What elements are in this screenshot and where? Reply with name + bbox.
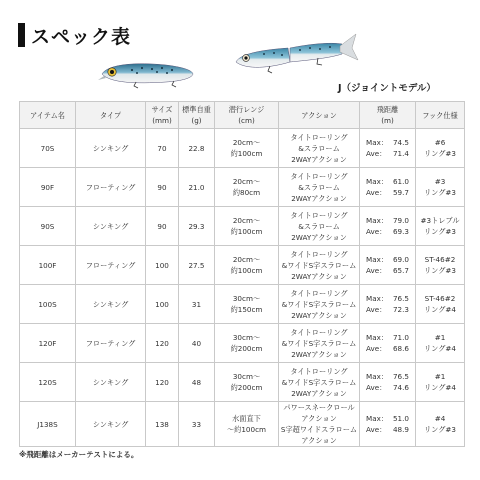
action-line: タイトローリング	[290, 132, 348, 142]
action-line: &ワイドS字スラローム	[281, 377, 357, 387]
distance-line: Max： 76.5	[366, 294, 409, 303]
distance-line: Ave： 68.6	[366, 344, 409, 353]
header-hook: フック仕様	[416, 102, 465, 129]
action-line: 2WAYアクション	[291, 232, 347, 242]
table-row	[20, 207, 465, 246]
type-cell: フローティング	[76, 168, 146, 207]
hook-line: #4	[434, 414, 446, 423]
hook-line: リング#3	[423, 266, 456, 275]
distance-cell	[360, 402, 416, 447]
distance-line: Ave： 69.3	[366, 227, 409, 236]
weight-cell: 40	[179, 324, 215, 363]
hook-line: ST-46#2	[424, 294, 456, 303]
range-line: 約200cm	[230, 383, 263, 392]
action-line: 2WAYアクション	[291, 154, 347, 164]
table-row	[20, 363, 465, 402]
header-type: タイプ	[76, 102, 146, 129]
range-cell	[215, 246, 279, 285]
hook-line: ST-46#2	[424, 255, 456, 264]
hook-line: リング#3	[423, 425, 456, 434]
action-line: &ワイドS字スラローム	[281, 338, 357, 348]
distance-line: Ave： 65.7	[366, 266, 409, 275]
header-action: アクション	[279, 102, 360, 129]
type-cell: シンキング	[76, 285, 146, 324]
distance-line: Ave： 74.6	[366, 383, 409, 392]
range-cell	[215, 363, 279, 402]
action-line: タイトローリング	[290, 366, 348, 376]
type-cell: シンキング	[76, 363, 146, 402]
range-cell	[215, 129, 279, 168]
title-accent-bar	[18, 23, 25, 47]
action-cell	[279, 324, 360, 363]
action-cell	[279, 129, 360, 168]
range-cell	[215, 168, 279, 207]
footnote: ※飛距離はメーカーテストによる。	[19, 450, 139, 459]
header-distance: 飛距離 (m)	[360, 102, 416, 129]
type-cell: シンキング	[76, 207, 146, 246]
size-cell: 120	[146, 324, 179, 363]
hook-cell	[416, 129, 465, 168]
range-cell	[215, 402, 279, 447]
header-size: サイズ (mm)	[146, 102, 179, 129]
size-cell: 138	[146, 402, 179, 447]
action-line: &スラローム	[298, 143, 340, 153]
table-row	[20, 129, 465, 168]
item-cell: J138S	[20, 402, 76, 447]
range-cell	[215, 207, 279, 246]
action-line: 2WAYアクション	[291, 271, 347, 281]
hook-line: リング#4	[423, 305, 456, 314]
action-line: タイトローリング	[290, 171, 348, 181]
size-cell: 100	[146, 285, 179, 324]
distance-line: Ave： 48.9	[366, 425, 409, 434]
title-block	[18, 22, 131, 48]
range-line: 20cm〜	[232, 216, 261, 225]
range-line: 約100cm	[230, 266, 263, 275]
action-line: &ワイドS字スラローム	[281, 260, 357, 270]
table-row	[20, 285, 465, 324]
size-cell: 120	[146, 363, 179, 402]
action-line: パワースネークロール	[283, 403, 355, 412]
hook-line: リング#3	[423, 149, 456, 158]
item-cell: 90S	[20, 207, 76, 246]
range-line: 約100cm	[230, 227, 263, 236]
hook-cell	[416, 207, 465, 246]
range-line: 30cm〜	[232, 294, 261, 303]
action-line: &スラローム	[298, 221, 340, 231]
range-line: 30cm〜	[232, 333, 261, 342]
distance-cell	[360, 129, 416, 168]
type-cell: フローティング	[76, 324, 146, 363]
distance-line: Ave： 72.3	[366, 305, 409, 314]
hook-line: リング#4	[423, 344, 456, 353]
distance-line: Max： 76.5	[366, 372, 409, 381]
range-line: 約150cm	[230, 305, 263, 314]
table-header-row	[20, 102, 465, 129]
joint-model-label: J（ジョイントモデル）	[338, 83, 436, 94]
weight-cell: 48	[179, 363, 215, 402]
weight-cell: 31	[179, 285, 215, 324]
table-row	[20, 168, 465, 207]
minnow-lure-image	[96, 58, 196, 92]
distance-line: Ave： 71.4	[366, 149, 409, 158]
size-cell: 90	[146, 168, 179, 207]
action-cell	[279, 402, 360, 447]
distance-cell	[360, 246, 416, 285]
action-cell	[279, 168, 360, 207]
weight-cell: 27.5	[179, 246, 215, 285]
action-line: タイトローリング	[290, 288, 348, 298]
weight-cell: 29.3	[179, 207, 215, 246]
hook-line: リング#4	[423, 383, 456, 392]
range-line: 20cm〜	[232, 177, 261, 186]
weight-cell: 33	[179, 402, 215, 447]
type-cell: シンキング	[76, 402, 146, 447]
item-cell: 100F	[20, 246, 76, 285]
action-line: S字超ワイドスラローム	[280, 425, 358, 434]
action-line: アクション	[301, 436, 337, 445]
action-line: &ワイドS字スラローム	[281, 299, 357, 309]
action-line: タイトローリング	[290, 249, 348, 259]
action-line: 2WAYアクション	[291, 388, 347, 398]
distance-cell	[360, 324, 416, 363]
range-cell	[215, 285, 279, 324]
type-cell: フローティング	[76, 246, 146, 285]
action-cell	[279, 363, 360, 402]
size-cell: 100	[146, 246, 179, 285]
joint-lure-image	[230, 26, 360, 82]
distance-line: Max： 74.5	[366, 138, 409, 147]
hook-cell	[416, 402, 465, 447]
range-line: 水面直下	[232, 414, 261, 423]
action-line: アクション	[301, 414, 337, 423]
page-title: スペック表	[31, 25, 132, 48]
header-item: アイテム名	[20, 102, 76, 129]
action-line: 2WAYアクション	[291, 193, 347, 203]
size-cell: 70	[146, 129, 179, 168]
hook-cell	[416, 285, 465, 324]
hook-line: #3	[434, 177, 446, 186]
table-row	[20, 402, 465, 447]
distance-line: Max： 71.0	[366, 333, 409, 342]
item-cell: 70S	[20, 129, 76, 168]
hook-line: #6	[434, 138, 446, 147]
item-cell: 120S	[20, 363, 76, 402]
range-line: 約200cm	[230, 344, 263, 353]
item-cell: 90F	[20, 168, 76, 207]
hook-cell	[416, 363, 465, 402]
hook-line: リング#3	[423, 227, 456, 236]
range-line: 20cm〜	[232, 138, 261, 147]
range-cell	[215, 324, 279, 363]
hook-cell	[416, 246, 465, 285]
hook-line: #3トレブル	[420, 216, 460, 225]
hook-line: リング#3	[423, 188, 456, 197]
table-row	[20, 324, 465, 363]
action-line: タイトローリング	[290, 210, 348, 220]
header-range: 潜行レンジ (cm)	[215, 102, 279, 129]
hook-cell	[416, 168, 465, 207]
distance-line: Max： 51.0	[366, 414, 409, 423]
spec-table	[19, 101, 465, 447]
type-cell: シンキング	[76, 129, 146, 168]
distance-cell	[360, 168, 416, 207]
item-cell: 100S	[20, 285, 76, 324]
table-row	[20, 246, 465, 285]
table-body	[20, 129, 465, 447]
distance-cell	[360, 363, 416, 402]
action-line: タイトローリング	[290, 327, 348, 337]
distance-line: Max： 79.0	[366, 216, 409, 225]
range-line: 〜約100cm	[226, 425, 267, 434]
hook-cell	[416, 324, 465, 363]
size-cell: 90	[146, 207, 179, 246]
distance-line: Ave： 59.7	[366, 188, 409, 197]
action-cell	[279, 246, 360, 285]
weight-cell: 22.8	[179, 129, 215, 168]
range-line: 20cm〜	[232, 255, 261, 264]
action-line: &スラローム	[298, 182, 340, 192]
action-line: 2WAYアクション	[291, 349, 347, 359]
range-line: 30cm〜	[232, 372, 261, 381]
hook-line: #1	[434, 372, 446, 381]
distance-cell	[360, 285, 416, 324]
action-cell	[279, 207, 360, 246]
range-line: 約80cm	[232, 188, 261, 197]
hook-line: #1	[434, 333, 446, 342]
distance-line: Max： 61.0	[366, 177, 409, 186]
range-line: 約100cm	[230, 149, 263, 158]
distance-cell	[360, 207, 416, 246]
action-cell	[279, 285, 360, 324]
action-line: 2WAYアクション	[291, 310, 347, 320]
item-cell: 120F	[20, 324, 76, 363]
distance-line: Max： 69.0	[366, 255, 409, 264]
header-weight: 標準自重 (g)	[179, 102, 215, 129]
weight-cell: 21.0	[179, 168, 215, 207]
